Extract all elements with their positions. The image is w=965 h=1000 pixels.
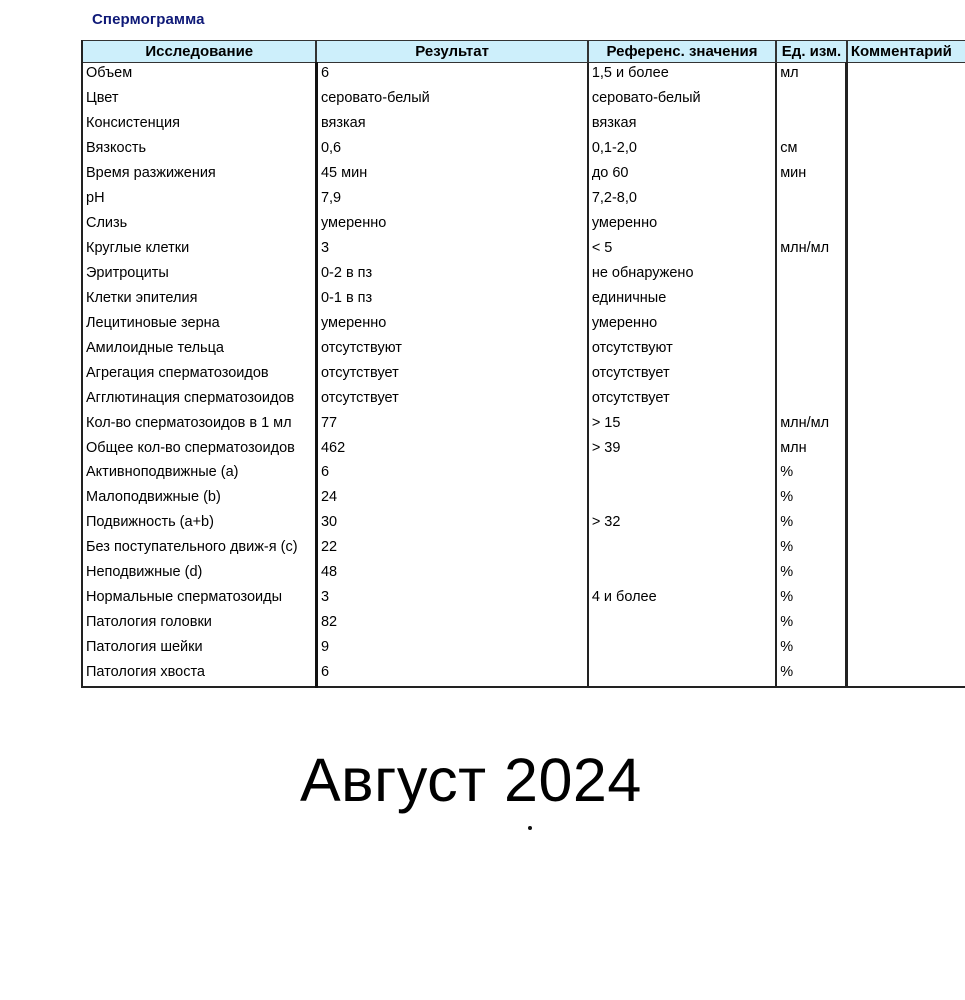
cell-test (82, 487, 316, 512)
cell-test-text: Агглютинация сперматозоидов (86, 389, 295, 406)
cell-test-text: Малоподвижные (b) (86, 489, 221, 506)
cell-reference-text: не обнаружено (591, 264, 694, 281)
cell-unit (776, 113, 847, 138)
cell-comment (847, 63, 965, 88)
cell-test-text: pH (86, 190, 105, 207)
cell-comment (847, 537, 965, 562)
cell-test (82, 412, 316, 437)
cell-comment (847, 213, 965, 238)
cell-result-text: 24 (320, 489, 338, 506)
table-row (82, 337, 965, 362)
cell-unit-text: % (780, 514, 794, 531)
cell-result (316, 163, 587, 188)
header-unit: Ед. изм. (776, 41, 847, 63)
cell-result-text: 0,6 (320, 140, 342, 157)
cell-unit (776, 387, 847, 412)
cell-unit-text: % (780, 564, 794, 581)
cell-result (316, 138, 587, 163)
table-row (82, 263, 965, 288)
cell-result (316, 537, 587, 562)
cell-result-text: 45 мин (320, 165, 368, 182)
cell-result (316, 437, 587, 462)
cell-unit-text: % (780, 489, 794, 506)
cell-unit (776, 637, 847, 662)
cell-result-text: 77 (320, 414, 338, 431)
cell-result-text: 82 (320, 614, 338, 631)
cell-result (316, 462, 587, 487)
cell-unit (776, 263, 847, 288)
cell-reference (588, 512, 776, 537)
cell-unit-text: % (780, 663, 794, 680)
cell-unit (776, 188, 847, 213)
cell-result (316, 263, 587, 288)
cell-test (82, 188, 316, 213)
cell-reference (588, 587, 776, 612)
cell-reference-text: отсутствует (591, 389, 670, 406)
cell-test (82, 512, 316, 537)
cell-result (316, 188, 587, 213)
cell-comment (847, 662, 965, 688)
cell-reference (588, 612, 776, 637)
table-row (82, 238, 965, 263)
cell-reference (588, 88, 776, 113)
cell-result-text: 48 (320, 564, 338, 581)
cell-result-text: умеренно (320, 215, 387, 232)
table-row (82, 362, 965, 387)
cell-comment (847, 263, 965, 288)
cell-reference (588, 637, 776, 662)
table-row (82, 213, 965, 238)
cell-comment (847, 562, 965, 587)
cell-result-text: 9 (320, 639, 330, 656)
cell-unit-text: % (780, 539, 794, 556)
cell-unit-text: % (780, 614, 794, 631)
table-row (82, 138, 965, 163)
table-row (82, 113, 965, 138)
table-row (82, 88, 965, 113)
cell-unit (776, 562, 847, 587)
cell-result-text: 3 (320, 240, 330, 257)
cell-reference (588, 462, 776, 487)
cell-test (82, 387, 316, 412)
cell-reference (588, 238, 776, 263)
cell-test (82, 312, 316, 337)
cell-reference-text: > 15 (591, 414, 621, 431)
cell-test-text: Агрегация сперматозоидов (86, 364, 269, 381)
cell-test-text: Амилоидные тельца (86, 339, 224, 356)
cell-test-text: Вязкость (86, 140, 147, 157)
cell-test-text: Общее кол-во сперматозоидов (86, 439, 295, 456)
cell-reference-text: отсутствует (591, 364, 670, 381)
cell-unit-text: млн (780, 439, 807, 456)
cell-reference (588, 138, 776, 163)
cell-result-text: вязкая (320, 115, 366, 132)
cell-unit-text: мл (780, 65, 799, 82)
cell-test (82, 337, 316, 362)
cell-result-text: 0-1 в пз (320, 289, 373, 306)
cell-result (316, 337, 587, 362)
cell-unit (776, 462, 847, 487)
cell-test (82, 587, 316, 612)
cell-test (82, 537, 316, 562)
cell-reference-text: серовато-белый (591, 90, 701, 107)
header-reference: Референс. значения (588, 41, 776, 63)
cell-reference (588, 312, 776, 337)
cell-reference-text: до 60 (591, 165, 629, 182)
cell-reference-text: > 39 (591, 439, 621, 456)
cell-reference-text: умеренно (591, 314, 658, 331)
cell-unit-text: % (780, 639, 794, 656)
cell-test (82, 113, 316, 138)
cell-reference-text: > 32 (591, 514, 621, 531)
cell-result (316, 587, 587, 612)
cell-reference (588, 163, 776, 188)
cell-comment (847, 637, 965, 662)
cell-unit (776, 213, 847, 238)
cell-test (82, 612, 316, 637)
cell-comment (847, 512, 965, 537)
cell-test (82, 662, 316, 688)
cell-comment (847, 287, 965, 312)
cell-result-text: отсутствует (320, 389, 399, 406)
cell-unit-text: % (780, 589, 794, 606)
table-row (82, 587, 965, 612)
cell-unit (776, 437, 847, 462)
cell-result-text: 6 (320, 464, 330, 481)
cell-test (82, 263, 316, 288)
cell-test-text: Без поступательного движ-я (c) (86, 539, 298, 556)
cell-unit-text: мин (780, 165, 807, 182)
cell-test-text: Круглые клетки (86, 240, 190, 257)
cell-result-text: 22 (320, 539, 338, 556)
cell-test (82, 138, 316, 163)
cell-test-text: Патология шейки (86, 639, 203, 656)
table-row (82, 462, 965, 487)
cell-test-text: Цвет (86, 90, 119, 107)
cell-test (82, 362, 316, 387)
cell-result (316, 662, 587, 688)
cell-result (316, 562, 587, 587)
cell-result-text: 3 (320, 589, 330, 606)
cell-comment (847, 362, 965, 387)
cell-unit (776, 487, 847, 512)
cell-reference-text: 4 и более (591, 589, 657, 606)
cell-test-text: Нормальные сперматозоиды (86, 589, 283, 606)
cell-comment (847, 238, 965, 263)
cell-unit (776, 412, 847, 437)
table-row (82, 387, 965, 412)
cell-unit (776, 238, 847, 263)
cell-result-text: умеренно (320, 314, 387, 331)
cell-unit (776, 138, 847, 163)
cell-reference (588, 287, 776, 312)
cell-result (316, 312, 587, 337)
cell-test (82, 63, 316, 88)
cell-reference (588, 188, 776, 213)
cell-reference-text: 1,5 и более (591, 65, 669, 82)
cell-reference-text: вязкая (591, 115, 637, 132)
cell-result-text: 0-2 в пз (320, 264, 373, 281)
cell-unit (776, 88, 847, 113)
cell-result-text: отсутствуют (320, 339, 402, 356)
cell-test-text: Лецитиновые зерна (86, 314, 220, 331)
cell-test (82, 287, 316, 312)
cell-test (82, 637, 316, 662)
cell-reference-text: умеренно (591, 215, 658, 232)
table-row (82, 612, 965, 637)
cell-test-text: Кол-во сперматозоидов в 1 мл (86, 414, 292, 431)
header-test: Исследование (82, 41, 316, 63)
table-row (82, 487, 965, 512)
cell-test (82, 437, 316, 462)
cell-result (316, 88, 587, 113)
cell-unit (776, 362, 847, 387)
cell-unit-text: млн/мл (780, 240, 830, 257)
cell-test (82, 213, 316, 238)
cell-comment (847, 138, 965, 163)
date-caption: Август 2024 (300, 746, 642, 814)
cell-unit (776, 512, 847, 537)
cell-test (82, 88, 316, 113)
cell-unit (776, 163, 847, 188)
header-result: Результат (316, 41, 587, 63)
table-row (82, 537, 965, 562)
table-row (82, 662, 965, 688)
cell-test-text: Слизь (86, 215, 128, 232)
cell-reference (588, 487, 776, 512)
cell-comment (847, 487, 965, 512)
cell-reference (588, 213, 776, 238)
dot-mark (528, 826, 532, 830)
cell-reference-text: < 5 (591, 240, 613, 257)
cell-result-text: 30 (320, 514, 338, 531)
cell-result-text: 6 (320, 663, 330, 680)
cell-reference-text: единичные (591, 289, 667, 306)
table-row (82, 287, 965, 312)
cell-unit (776, 337, 847, 362)
cell-comment (847, 163, 965, 188)
document-title: Спермограмма (92, 11, 205, 28)
cell-result-text: серовато-белый (320, 90, 430, 107)
table-row (82, 312, 965, 337)
cell-reference-text: 7,2-8,0 (591, 190, 637, 207)
table-body (82, 63, 965, 688)
cell-reference (588, 362, 776, 387)
cell-reference (588, 537, 776, 562)
cell-test (82, 238, 316, 263)
cell-unit-text: см (780, 140, 798, 157)
cell-reference (588, 337, 776, 362)
cell-comment (847, 188, 965, 213)
cell-test-text: Подвижность (a+b) (86, 514, 214, 531)
cell-comment (847, 587, 965, 612)
cell-result-text: 462 (320, 439, 346, 456)
cell-result (316, 113, 587, 138)
cell-unit (776, 612, 847, 637)
cell-reference (588, 412, 776, 437)
table-row (82, 63, 965, 88)
cell-test-text: Объем (86, 65, 133, 82)
table-row (82, 437, 965, 462)
cell-result-text: 7,9 (320, 190, 342, 207)
cell-unit (776, 287, 847, 312)
cell-result (316, 287, 587, 312)
table-row (82, 188, 965, 213)
cell-test (82, 462, 316, 487)
table-row (82, 562, 965, 587)
table-row (82, 163, 965, 188)
cell-test (82, 163, 316, 188)
cell-test-text: Время разжижения (86, 165, 216, 182)
cell-reference (588, 437, 776, 462)
table-header-row (82, 41, 965, 63)
cell-unit-text: % (780, 464, 794, 481)
cell-unit (776, 63, 847, 88)
cell-test-text: Неподвижные (d) (86, 564, 203, 581)
cell-reference (588, 662, 776, 688)
cell-unit-text: млн/мл (780, 414, 830, 431)
cell-test-text: Клетки эпителия (86, 289, 198, 306)
table-row (82, 637, 965, 662)
cell-reference-text: 0,1-2,0 (591, 140, 637, 157)
cell-comment (847, 462, 965, 487)
header-comment: Комментарий (847, 41, 965, 63)
cell-reference (588, 113, 776, 138)
table-row (82, 412, 965, 437)
cell-result (316, 63, 587, 88)
cell-comment (847, 88, 965, 113)
cell-reference (588, 63, 776, 88)
cell-result (316, 487, 587, 512)
cell-test-text: Патология хвоста (86, 663, 205, 680)
cell-comment (847, 612, 965, 637)
cell-unit (776, 662, 847, 688)
cell-test (82, 562, 316, 587)
cell-result (316, 637, 587, 662)
cell-reference-text: отсутствуют (591, 339, 673, 356)
cell-test-text: Консистенция (86, 115, 180, 132)
cell-comment (847, 412, 965, 437)
cell-reference (588, 263, 776, 288)
cell-test-text: Патология головки (86, 614, 212, 631)
cell-reference (588, 387, 776, 412)
cell-comment (847, 312, 965, 337)
cell-test-text: Активноподвижные (a) (86, 464, 239, 481)
table-row (82, 512, 965, 537)
cell-result (316, 362, 587, 387)
cell-comment (847, 337, 965, 362)
cell-test-text: Эритроциты (86, 264, 169, 281)
cell-comment (847, 387, 965, 412)
cell-result (316, 213, 587, 238)
cell-result-text: отсутствует (320, 364, 399, 381)
cell-result (316, 412, 587, 437)
cell-result (316, 512, 587, 537)
cell-unit (776, 312, 847, 337)
cell-unit (776, 587, 847, 612)
cell-result (316, 612, 587, 637)
cell-result-text: 6 (320, 65, 330, 82)
cell-result (316, 238, 587, 263)
cell-unit (776, 537, 847, 562)
results-table (81, 40, 965, 688)
cell-comment (847, 437, 965, 462)
cell-comment (847, 113, 965, 138)
cell-reference (588, 562, 776, 587)
cell-result (316, 387, 587, 412)
